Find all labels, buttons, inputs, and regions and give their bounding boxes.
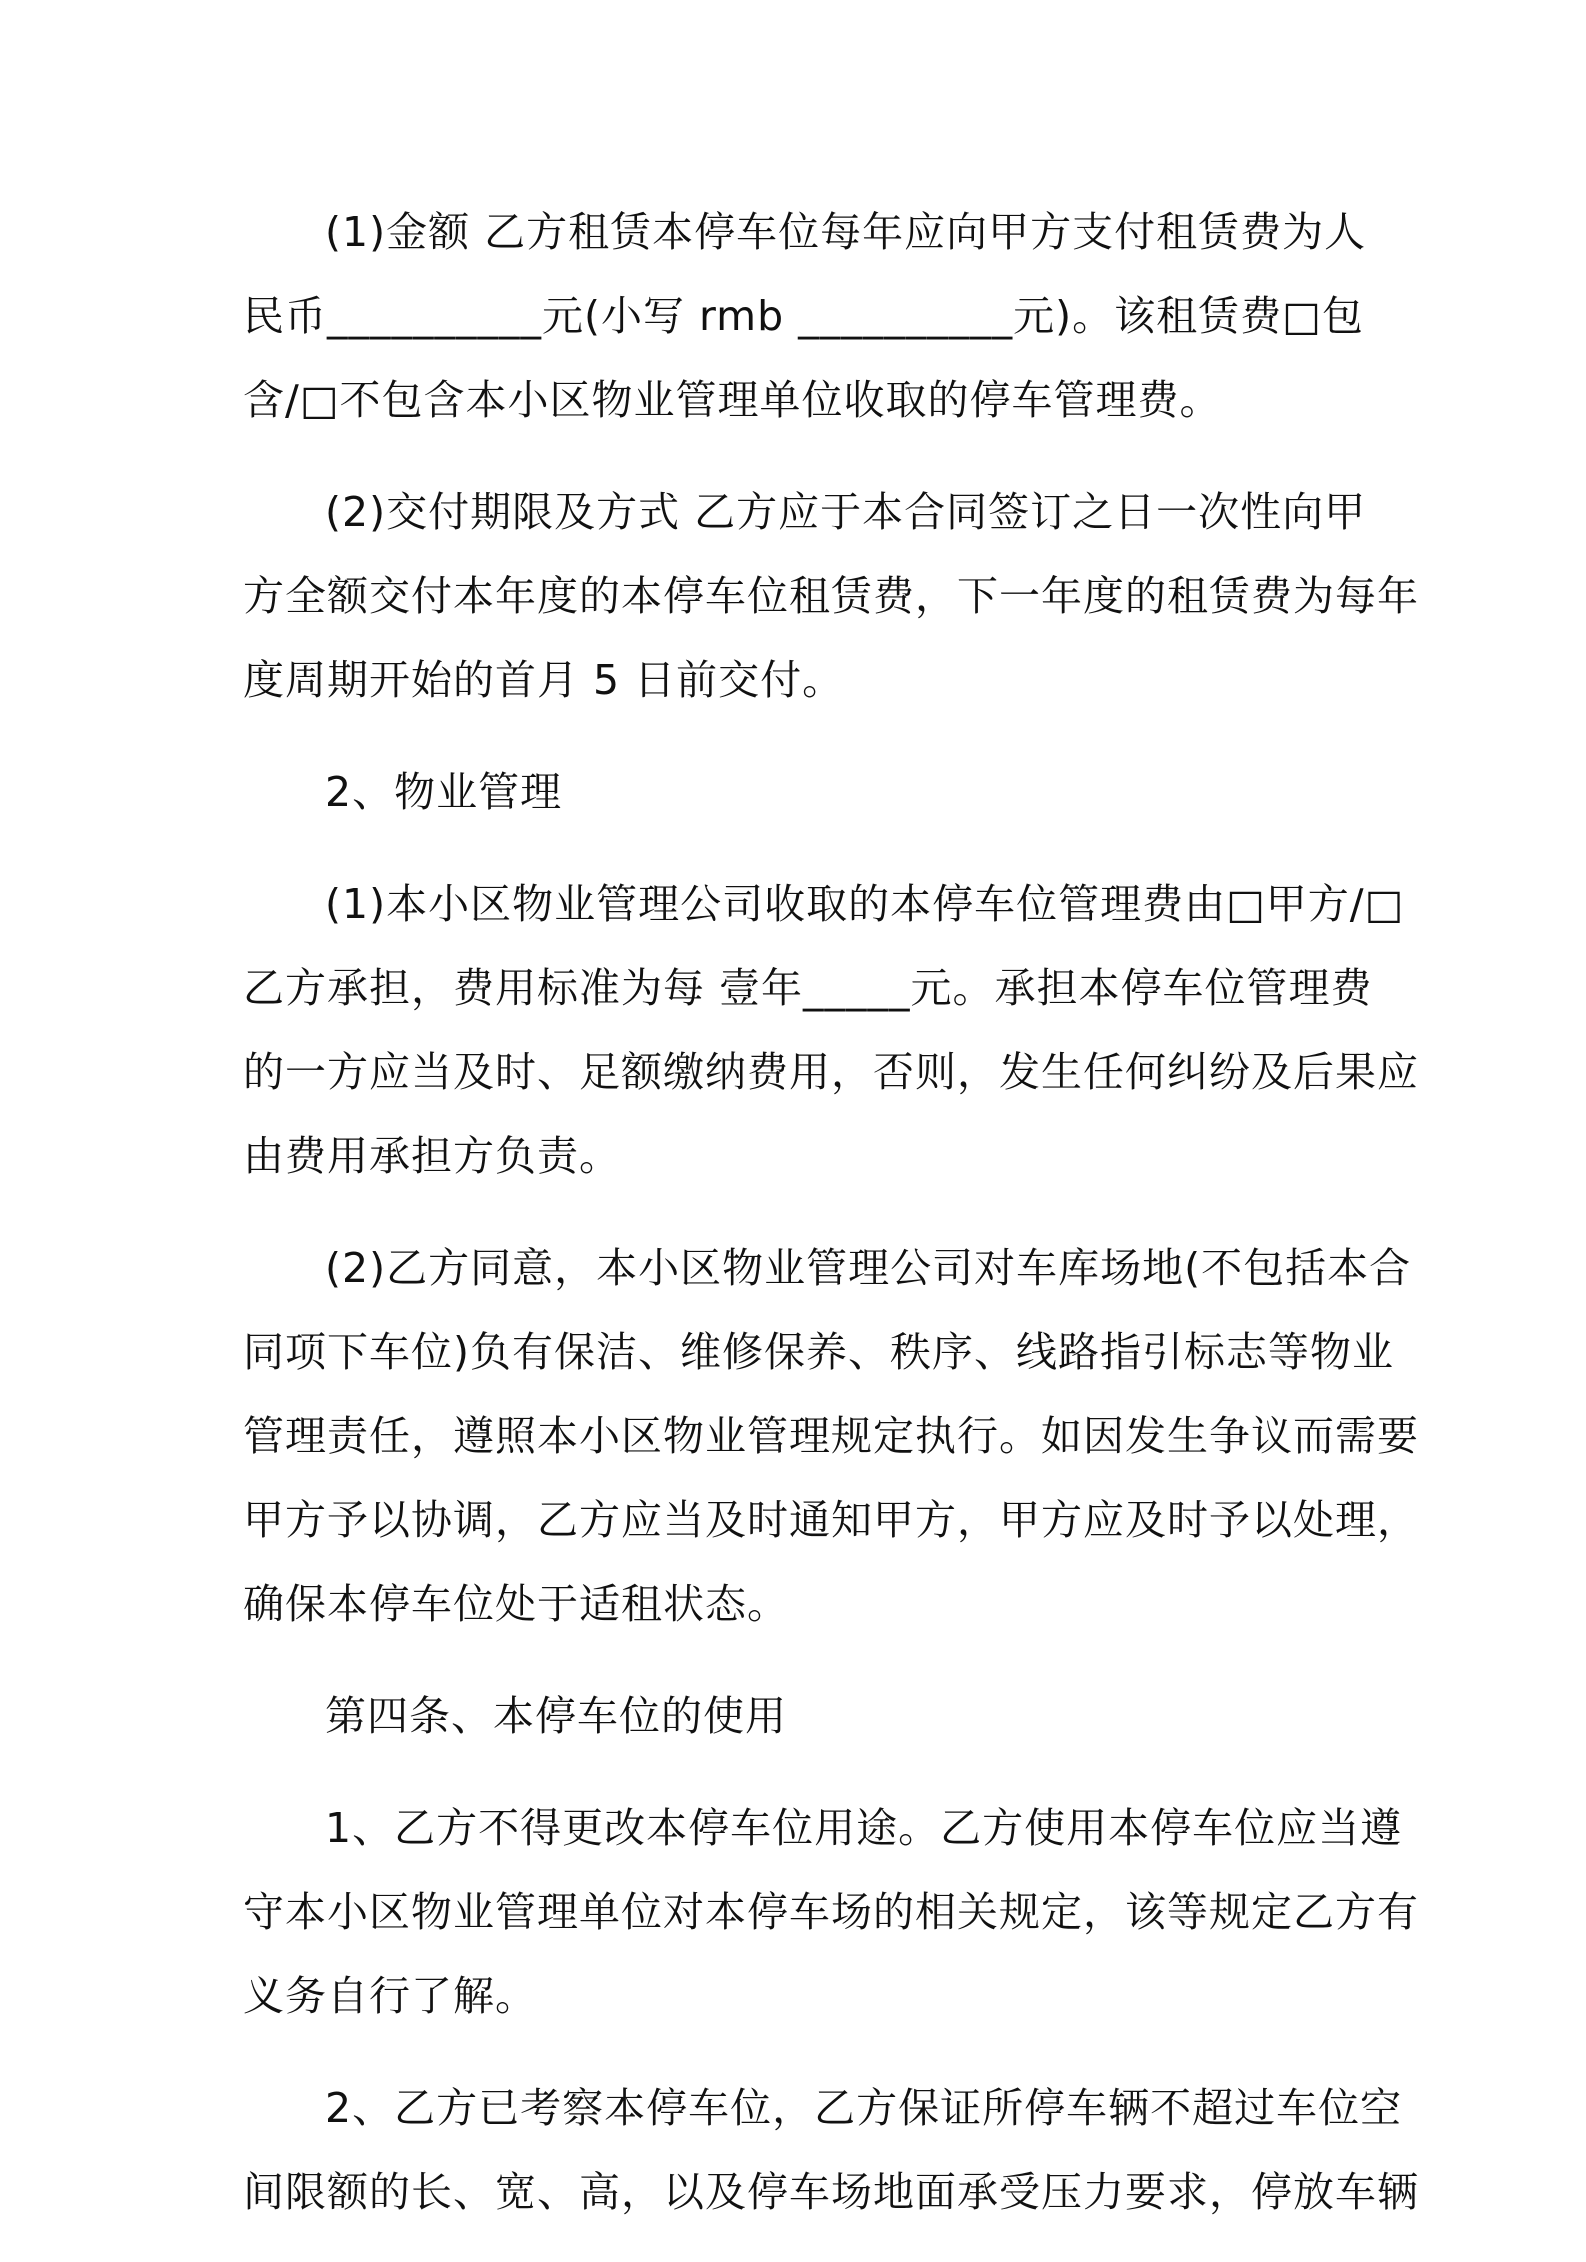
text-line: 民币__________元(小写 rmb __________元)。该租赁费□包 [243, 292, 1364, 340]
text-line: 2、物业管理 [325, 768, 563, 816]
text-line: 由费用承担方负责。 [243, 1132, 621, 1180]
paragraph-usage-rule-2 [243, 2066, 1419, 2234]
text-line: (1)本小区物业管理公司收取的本停车位管理费由□甲方/□ [325, 880, 1405, 928]
document-page [243, 190, 1419, 2262]
text-line: 度周期开始的首月 5 日前交付。 [243, 656, 845, 704]
text-line: (2)乙方同意，本小区物业管理公司对车库场地(不包括本合 [325, 1244, 1412, 1292]
paragraph-payment-terms [243, 470, 1419, 722]
paragraph-usage-rule-1 [243, 1786, 1419, 2038]
text-line: 乙方承担，费用标准为每 壹年_____元。承担本停车位管理费 [243, 964, 1373, 1012]
text-line: (1)金额 乙方租赁本停车位每年应向甲方支付租赁费为人 [325, 208, 1367, 256]
section-heading-property-management [243, 750, 1353, 834]
text-line: 确保本停车位处于适租状态。 [243, 1580, 789, 1628]
paragraph-management-responsibility [243, 1226, 1419, 1646]
paragraph-management-fee [243, 862, 1419, 1198]
text-line: 义务自行了解。 [243, 1972, 537, 2020]
article-heading-usage [243, 1674, 1353, 1758]
text-line: 守本小区物业管理单位对本停车场的相关规定，该等规定乙方有 [243, 1888, 1419, 1936]
text-line: 方全额交付本年度的本停车位租赁费，下一年度的租赁费为每年 [243, 572, 1419, 620]
text-line: 的一方应当及时、足额缴纳费用，否则，发生任何纠纷及后果应 [243, 1048, 1419, 1096]
text-line: (2)交付期限及方式 乙方应于本合同签订之日一次性向甲 [325, 488, 1367, 536]
text-line: 间限额的长、宽、高，以及停车场地面承受压力要求，停放车辆 [243, 2168, 1419, 2216]
paragraph-amount [243, 190, 1367, 442]
text-line: 管理责任，遵照本小区物业管理规定执行。如因发生争议而需要 [243, 1412, 1419, 1460]
text-line: 1、乙方不得更改本停车位用途。乙方使用本停车位应当遵 [325, 1804, 1403, 1852]
text-line: 甲方予以协调，乙方应当及时通知甲方，甲方应及时予以处理， [243, 1496, 1419, 1544]
text-line: 含/□不包含本小区物业管理单位收取的停车管理费。 [243, 376, 1222, 424]
text-line: 同项下车位)负有保洁、维修保养、秩序、线路指引标志等物业 [243, 1328, 1394, 1376]
text-line: 2、乙方已考察本停车位，乙方保证所停车辆不超过车位空 [325, 2084, 1403, 2132]
text-line: 第四条、本停车位的使用 [325, 1692, 787, 1740]
